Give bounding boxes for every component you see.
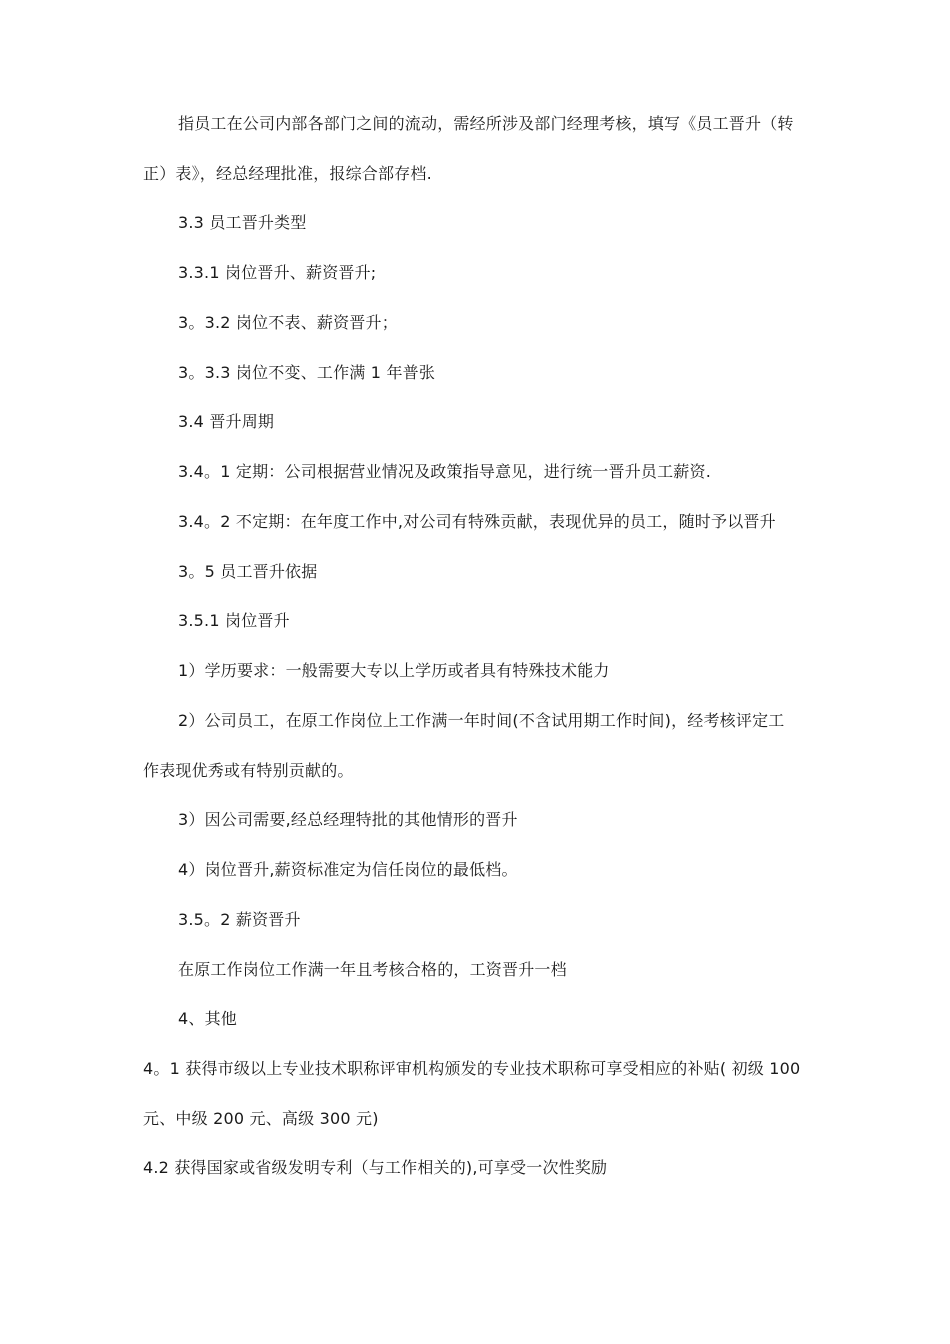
heading-3-5-1: 3.5.1 岗位晋升	[178, 611, 290, 630]
item-requirement-2-line-1: 2）公司员工，在原工作岗位上工作满一年时间(不含试用期工作时间)，经考核评定工	[178, 711, 785, 730]
item-3-4-1: 3.4。1 定期：公司根据营业情况及政策指导意见，进行统一晋升员工薪资.	[178, 462, 711, 481]
heading-3-3: 3.3 员工晋升类型	[178, 213, 307, 232]
heading-3-5: 3。5 员工晋升依据	[178, 562, 318, 581]
item-4-2: 4.2 获得国家或省级发明专利（与工作相关的),可享受一次性奖励	[143, 1158, 608, 1177]
item-3-3-1: 3.3.1 岗位晋升、薪资晋升;	[178, 263, 377, 282]
heading-3-5-2: 3.5。2 薪资晋升	[178, 910, 301, 929]
item-requirement-1: 1）学历要求：一般需要大专以上学历或者具有特殊技术能力	[178, 661, 610, 680]
heading-3-4: 3.4 晋升周期	[178, 412, 275, 431]
item-3-4-2: 3.4。2 不定期：在年度工作中,对公司有特殊贡献，表现优异的员工，随时予以晋升	[178, 512, 776, 531]
paragraph-salary-promotion: 在原工作岗位工作满一年且考核合格的，工资晋升一档	[178, 960, 567, 979]
item-requirement-4: 4）岗位晋升,薪资标准定为信任岗位的最低档。	[178, 860, 518, 879]
item-requirement-3: 3）因公司需要,经总经理特批的其他情形的晋升	[178, 810, 518, 829]
item-requirement-2-line-2: 作表现优秀或有特别贡献的。	[143, 761, 354, 780]
paragraph-transfer-line-1: 指员工在公司内部各部门之间的流动，需经所涉及部门经理考核，填写《员工晋升（转	[178, 114, 794, 133]
item-4-1-line-2: 元、中级 200 元、高级 300 元)	[143, 1109, 379, 1128]
item-4-1-line-1: 4。1 获得市级以上专业技术职称评审机构颁发的专业技术职称可享受相应的补贴( 初级 100	[143, 1059, 801, 1078]
item-3-3-3: 3。3.3 岗位不变、工作满 1 年普张	[178, 363, 436, 382]
heading-4-other: 4、其他	[178, 1009, 237, 1028]
paragraph-transfer-line-2: 正）表》，经总经理批准，报综合部存档.	[143, 164, 432, 183]
item-3-3-2: 3。3.2 岗位不表、薪资晋升；	[178, 313, 398, 332]
